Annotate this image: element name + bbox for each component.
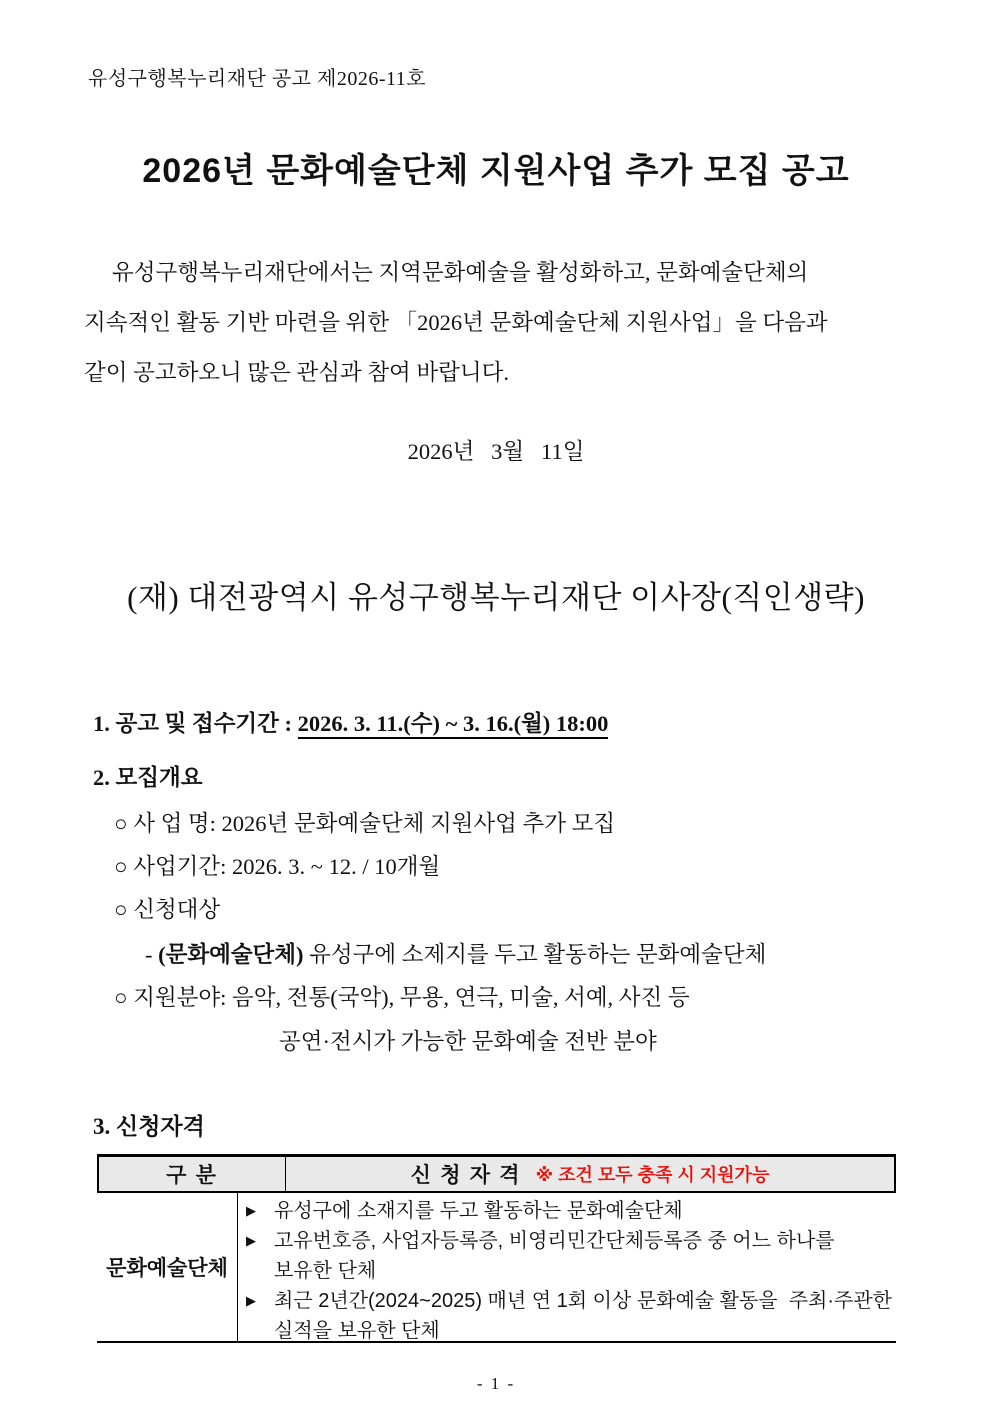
section-1-label: 1. 공고 및 접수기간 : bbox=[93, 711, 298, 736]
eligibility-line bbox=[246, 1256, 892, 1286]
eligibility-text: 최근 2년간(2024~2025) 매년 연 1회 이상 문화예술 활동을 주최·주관한 bbox=[274, 1290, 892, 1312]
issuer-line: (재) 대전광역시 유성구행복누리재단 이사장(직인생략) bbox=[127, 580, 865, 615]
eligibility-text: 보유한 단체 bbox=[274, 1260, 377, 1282]
eligibility-cell bbox=[238, 1193, 896, 1341]
section-3-heading: 3. 신청자격 bbox=[93, 1114, 205, 1139]
list-item-business-period: ○ 사업기간: 2026. 3. ~ 12. / 10개월 bbox=[114, 854, 441, 879]
eligibility-text: 실적을 보유한 단체 bbox=[274, 1320, 440, 1342]
page-number: - 1 - bbox=[476, 1374, 516, 1393]
eligibility-text: 고유번호증, 사업자등록증, 비영리민간단체등록증 중 어느 하나를 bbox=[274, 1230, 835, 1252]
application-period-value: 2026. 3. 11.(수) ~ 3. 16.(월) 18:00 bbox=[298, 711, 609, 739]
eligibility-table bbox=[97, 1154, 896, 1343]
table-body-row bbox=[97, 1193, 896, 1343]
target-detail-rest: 유성구에 소제지를 두고 활동하는 문화예술단체 bbox=[303, 942, 767, 967]
eligibility-header-label: 신 청 자 격 bbox=[410, 1163, 522, 1187]
intro-line: 같이 공고하오니 많은 관심과 참여 바랍니다. bbox=[84, 360, 509, 385]
eligibility-line bbox=[246, 1226, 892, 1256]
doc-number: 유성구행복누리재단 공고 제2026-11호 bbox=[88, 68, 427, 90]
dash-bullet: - bbox=[145, 942, 159, 967]
page-title: 2026년 문화예술단체 지원사업 추가 모집 공고 bbox=[142, 152, 850, 190]
list-item-target: ○ 신청대상 bbox=[114, 897, 221, 922]
target-detail-bold: (문화예술단체) bbox=[158, 942, 304, 967]
triangle-bullet-icon: ▶ bbox=[246, 1233, 257, 1248]
header-cell-eligibility bbox=[286, 1157, 894, 1191]
triangle-bullet-icon: ▶ bbox=[246, 1203, 257, 1218]
intro-line: 지속적인 활동 기반 마련을 위한 「2026년 문화예술단체 지원사업」을 다음과 bbox=[84, 310, 828, 335]
date-line: 2026년 3월 11일 bbox=[407, 439, 585, 464]
section-1-heading bbox=[93, 706, 608, 738]
section-2-heading: 2. 모집개요 bbox=[93, 765, 203, 790]
list-item-field-continued: 공연·전시가 가능한 문화예술 전반 분야 bbox=[279, 1029, 657, 1054]
eligibility-text: 유성구에 소재지를 두고 활동하는 문화예술단체 bbox=[274, 1200, 683, 1222]
eligibility-line bbox=[246, 1286, 892, 1316]
header-cell-category: 구 분 bbox=[99, 1157, 286, 1191]
eligibility-line bbox=[246, 1196, 892, 1226]
eligibility-line bbox=[246, 1316, 892, 1346]
intro-line: 유성구행복누리재단에서는 지역문화예술을 활성화하고, 문화예술단체의 bbox=[112, 260, 809, 285]
intro-paragraph bbox=[84, 248, 922, 398]
table-header-row bbox=[97, 1154, 896, 1193]
list-item-business-name: ○ 사 업 명: 2026년 문화예술단체 지원사업 추가 모집 bbox=[114, 811, 616, 836]
triangle-bullet-icon: ▶ bbox=[246, 1293, 257, 1308]
list-item-field: ○ 지원분야: 음악, 전통(국악), 무용, 연극, 미술, 서예, 사진 등 bbox=[114, 985, 690, 1010]
category-cell: 문화예술단체 bbox=[97, 1193, 238, 1341]
list-item-target-detail bbox=[145, 937, 766, 969]
eligibility-note: ※ 조건 모두 충족 시 지원가능 bbox=[535, 1165, 770, 1185]
